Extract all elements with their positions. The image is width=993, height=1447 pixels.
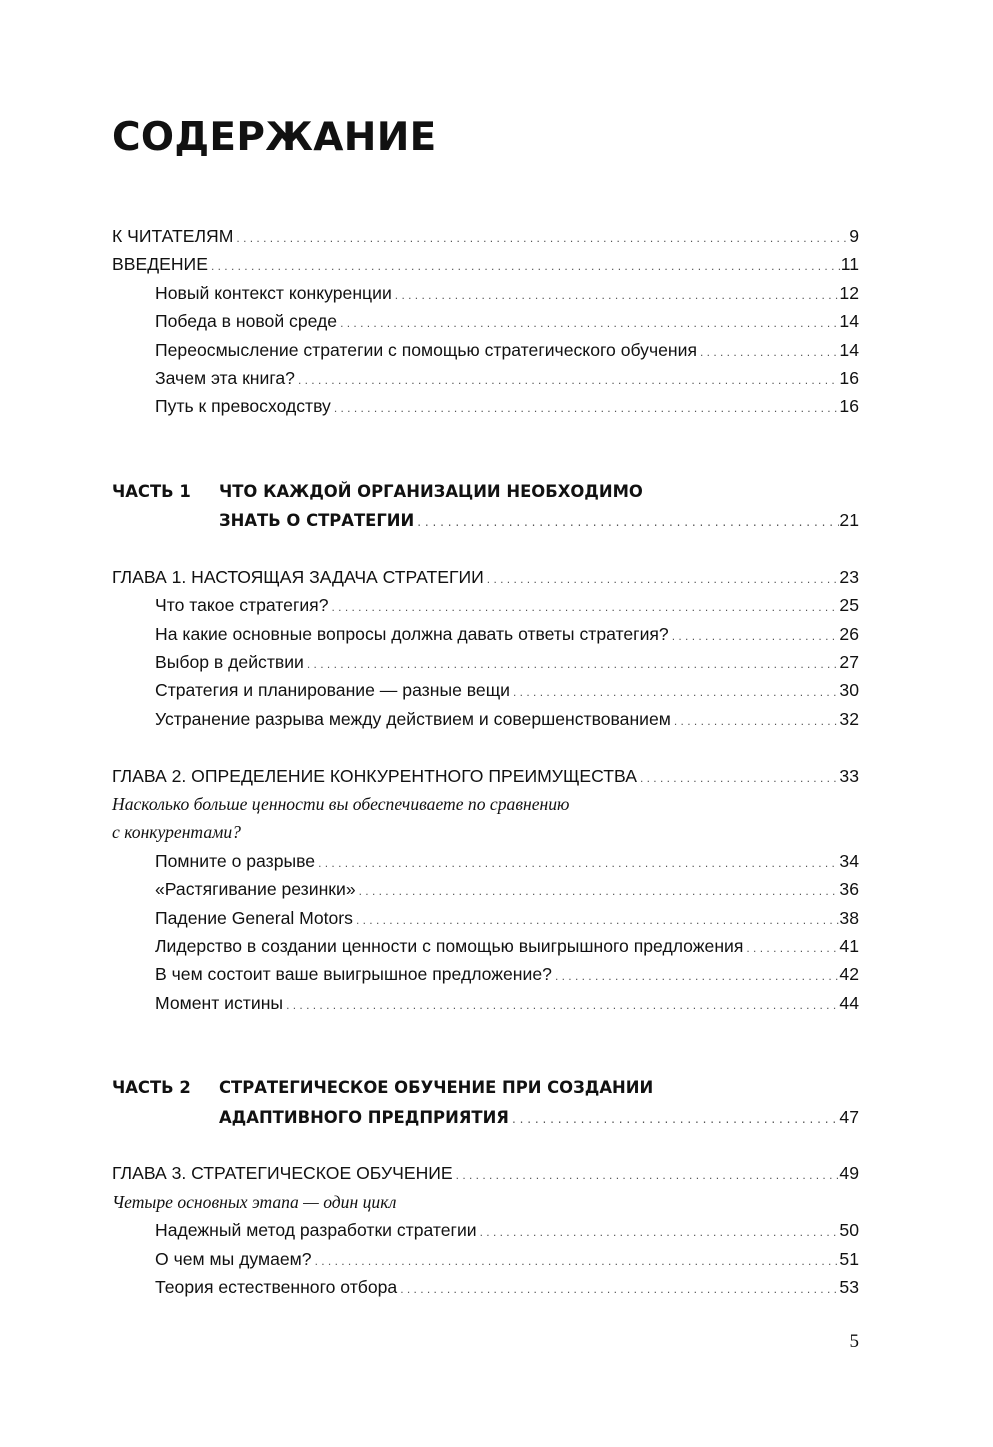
toc-subentry[interactable]	[112, 279, 859, 307]
toc-subentry[interactable]	[112, 960, 859, 988]
toc-entry-text: Зачем эта книга?	[155, 367, 295, 388]
toc-subentry[interactable]	[112, 591, 859, 619]
toc-entry-text: Путь к превосходству	[155, 396, 331, 417]
toc-part-2[interactable]	[112, 1074, 859, 1131]
toc-subentry[interactable]	[112, 620, 859, 648]
toc-subentry[interactable]	[112, 1216, 859, 1244]
toc-page-number: 32	[839, 708, 859, 729]
toc-entry-text: В чем состоит ваше выигрышное предложение?	[155, 964, 552, 985]
toc-chapter-1[interactable]	[112, 563, 859, 591]
toc-entry-text: Новый контекст конкуренции	[155, 282, 392, 303]
toc-entry-text: К ЧИТАТЕЛЯМ	[112, 226, 234, 246]
toc-subentry[interactable]	[112, 989, 859, 1017]
toc-page-number: 23	[839, 566, 859, 587]
dot-leader	[477, 1218, 840, 1246]
toc-page-number: 51	[839, 1248, 859, 1269]
toc-subentry[interactable]	[112, 875, 859, 903]
toc-entry-text: Помните о разрыве	[155, 850, 316, 871]
toc-entry-text: ГЛАВА 1. НАСТОЯЩАЯ ЗАДАЧА СТРАТЕГИИ	[112, 566, 484, 587]
part-title-line2: АДАПТИВНОГО ПРЕДПРИЯТИЯ	[219, 1107, 509, 1127]
toc-part-1[interactable]	[112, 478, 859, 535]
toc-page-number: 25	[839, 595, 859, 616]
dot-leader	[414, 508, 839, 536]
dot-leader	[509, 1105, 839, 1133]
toc-entry-text: ГЛАВА 2. ОПРЕДЕЛЕНИЕ КОНКУРЕНТНОГО ПРЕИМУЩЕСТВА	[112, 765, 637, 786]
part-title-line1: ЧТО КАЖДОЙ ОРГАНИЗАЦИИ НЕОБХОДИМО	[219, 481, 643, 501]
dot-leader	[331, 394, 840, 422]
page-title: СОДЕРЖАНИЕ	[112, 115, 437, 160]
toc-page-number: 11	[840, 254, 859, 275]
toc-entry-text: Падение General Motors	[155, 907, 353, 928]
toc-page-number: 21	[839, 510, 859, 531]
dot-leader	[552, 962, 839, 990]
part-title-line1: СТРАТЕГИЧЕСКОЕ ОБУЧЕНИЕ ПРИ СОЗДАНИИ	[219, 1078, 654, 1098]
toc-subentry[interactable]	[112, 392, 859, 420]
toc-subentry[interactable]	[112, 307, 859, 335]
dot-leader	[669, 622, 840, 650]
part-label: ЧАСТЬ 2	[112, 1078, 191, 1098]
toc-entry-text: Стратегия и планирование — разные вещи	[155, 680, 511, 701]
toc-entry-text: На какие основные вопросы должна давать ответы стратегия?	[155, 623, 669, 644]
toc-entry-readers[interactable]	[112, 222, 859, 250]
toc-entry-text: «Растягивание резинки»	[155, 879, 356, 900]
toc-entry-text: Теория естественного отбора	[155, 1276, 398, 1297]
dot-leader	[283, 991, 839, 1019]
spacer	[112, 733, 859, 761]
part-title-line2: ЗНАТЬ О СТРАТЕГИИ	[219, 511, 415, 531]
toc-chapter-3[interactable]	[112, 1159, 859, 1187]
toc-subentry[interactable]	[112, 1245, 859, 1273]
toc-page-number: 16	[839, 396, 859, 417]
part-label: ЧАСТЬ 1	[112, 481, 191, 501]
dot-leader	[453, 1161, 840, 1189]
toc-entry-text: ВВЕДЕНИЕ	[112, 254, 208, 275]
chapter-subtitle: Четыре основных этапа — один цикл	[112, 1191, 397, 1212]
dot-leader	[315, 849, 839, 877]
toc-chapter-2[interactable]	[112, 762, 859, 790]
dot-leader	[337, 309, 839, 337]
toc-page-number: 49	[839, 1163, 859, 1184]
dot-leader	[353, 906, 839, 934]
toc-subentry[interactable]	[112, 705, 859, 733]
table-of-contents	[112, 222, 859, 1301]
spacer	[112, 535, 859, 563]
dot-leader	[329, 593, 840, 621]
dot-leader	[295, 366, 839, 394]
toc-subentry[interactable]	[112, 676, 859, 704]
toc-page-number: 30	[839, 680, 859, 701]
toc-entry-text: Устранение разрыва между действием и совершенствованием	[155, 708, 671, 729]
chapter-subtitle: Насколько больше ценности вы обеспечиваете по сравнению	[112, 794, 570, 815]
dot-leader	[637, 764, 839, 792]
toc-subentry[interactable]	[112, 648, 859, 676]
toc-subentry[interactable]	[112, 1273, 859, 1301]
toc-subentry[interactable]	[112, 932, 859, 960]
toc-subentry[interactable]	[112, 364, 859, 392]
dot-leader	[671, 707, 840, 735]
toc-page-number: 41	[839, 935, 859, 956]
dot-leader	[484, 565, 840, 593]
dot-leader	[743, 934, 839, 962]
toc-page-number: 9	[849, 226, 859, 246]
toc-page-number: 12	[839, 282, 859, 303]
toc-entry-text: Выбор в действии	[155, 652, 304, 673]
spacer	[112, 421, 859, 478]
dot-leader	[392, 281, 840, 309]
toc-entry-introduction[interactable]	[112, 250, 859, 278]
chapter-subtitle: с конкурентами?	[112, 822, 241, 843]
toc-page-number: 33	[839, 765, 859, 786]
toc-entry-text: Что такое стратегия?	[155, 595, 329, 616]
toc-page-number: 36	[839, 879, 859, 900]
toc-page-number: 47	[839, 1106, 859, 1127]
toc-entry-text: Победа в новой среде	[155, 311, 338, 332]
toc-entry-text: ГЛАВА 3. СТРАТЕГИЧЕСКОЕ ОБУЧЕНИЕ	[112, 1163, 453, 1184]
toc-page-number: 50	[839, 1220, 859, 1241]
dot-leader	[312, 1247, 840, 1275]
toc-page-number: 16	[839, 367, 859, 388]
toc-page-number: 44	[839, 992, 859, 1013]
toc-entry-text: Лидерство в создании ценности с помощью выигрышного предложения	[155, 935, 744, 956]
toc-page-number: 38	[839, 907, 859, 928]
dot-leader	[397, 1275, 839, 1303]
toc-entry-text: Момент истины	[155, 992, 284, 1013]
toc-entry-text: Переосмысление стратегии с помощью стратегического обучения	[155, 339, 697, 360]
toc-page-number: 27	[839, 652, 859, 673]
toc-entry-text: О чем мы думаем?	[155, 1248, 312, 1269]
spacer	[112, 1131, 859, 1159]
toc-subentry[interactable]	[112, 847, 859, 875]
dot-leader	[697, 338, 839, 366]
toc-page-number: 42	[839, 964, 859, 985]
toc-page-number: 26	[839, 623, 859, 644]
dot-leader	[304, 650, 840, 678]
toc-page-number: 53	[839, 1276, 859, 1297]
dot-leader	[233, 224, 849, 252]
toc-page-number: 34	[839, 850, 859, 871]
spacer	[112, 1017, 859, 1074]
toc-subentry[interactable]	[112, 904, 859, 932]
toc-page-number: 14	[839, 311, 859, 332]
page-number: 5	[849, 1331, 859, 1352]
dot-leader	[510, 678, 839, 706]
toc-page-number: 14	[839, 339, 859, 360]
toc-subentry[interactable]	[112, 336, 859, 364]
dot-leader	[208, 252, 841, 280]
toc-entry-text: Надежный метод разработки стратегии	[155, 1220, 477, 1241]
dot-leader	[356, 877, 840, 905]
